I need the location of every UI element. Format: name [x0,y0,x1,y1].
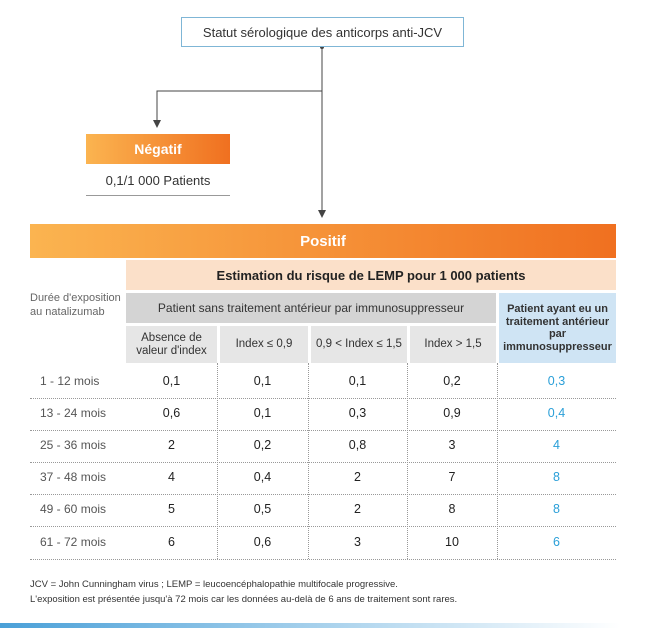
sub-header-index-mid: 0,9 < Index ≤ 1,5 [311,326,407,363]
positive-label: Positif [30,224,616,258]
table-cell: 0,5 [253,502,272,516]
negative-label: Négatif [86,134,230,164]
row-period: 1 - 12 mois [40,374,100,388]
table-cell: 0,8 [348,438,367,452]
table-cell-treated: 0,3 [547,374,566,388]
group-header-untreated: Patient sans traitement antérieur par immunosuppresseur [126,293,496,323]
table-cell: 0,6 [253,535,272,549]
sub-header-no-index: Absence de valeur d'index [126,326,217,363]
table-cell: 10 [445,535,459,549]
column-divider [217,363,218,559]
table-cell: 3 [448,438,456,452]
row-divider [30,559,616,560]
column-divider [308,363,309,559]
serology-status-box: Statut sérologique des anticorps anti-JCV [181,17,464,47]
table-cell-treated: 0,4 [547,406,566,420]
footnote-abbreviations: JCV = John Cunningham virus ; LEMP = leucoencéphalopathie multifocale progressive. [30,579,398,590]
arrow-to-negative [157,91,322,124]
row-period: 13 - 24 mois [40,406,107,420]
row-period: 37 - 48 mois [40,470,107,484]
row-period: 25 - 36 mois [40,438,107,452]
table-cell: 3 [354,535,361,549]
table-cell-treated: 6 [553,535,560,549]
column-divider [497,363,498,559]
row-period: 61 - 72 mois [40,535,107,549]
table-cell-treated: 4 [553,438,560,452]
sub-header-index-low: Index ≤ 0,9 [220,326,308,363]
table-cell: 0,2 [253,438,272,452]
footnote-exposure: L'exposition est présentée jusqu'à 72 mois car les données au-delà de 6 ans de traitement sont rares. [30,594,458,605]
table-cell: 6 [168,535,175,549]
duration-label: Durée d'exposition au natalizumab [30,292,121,318]
table-cell: 2 [168,438,175,452]
table-cell: 5 [168,502,175,516]
table-cell: 7 [448,470,456,484]
row-divider [30,398,616,399]
table-cell: 0,4 [253,470,272,484]
bottom-accent-line [0,623,620,628]
table-cell-treated: 8 [553,502,560,516]
table-cell: 0,9 [443,406,461,420]
sub-header-index-high: Index > 1,5 [410,326,496,363]
table-cell: 0,1 [162,374,181,388]
table-cell: 0,3 [348,406,367,420]
column-divider [407,363,408,559]
row-period: 49 - 60 mois [40,502,107,516]
table-cell: 8 [448,502,456,516]
row-divider [30,462,616,463]
table-cell: 0,6 [162,406,181,420]
row-divider [30,526,616,527]
table-cell: 0,2 [443,374,461,388]
table-cell: 2 [354,470,361,484]
table-cell-treated: 8 [553,470,560,484]
negative-divider [86,195,230,196]
table-cell: 4 [168,470,175,484]
row-divider [30,430,616,431]
group-header-treated: Patient ayant eu un traitement antérieur par immunosuppresseur [499,293,616,363]
table-cell: 0,1 [253,406,272,420]
table-cell: 2 [354,502,361,516]
table-cell: 0,1 [348,374,367,388]
negative-risk: 0,1/1 000 Patients [105,173,211,188]
row-divider [30,494,616,495]
table-cell: 0,1 [253,374,272,388]
table-title: Estimation du risque de LEMP pour 1 000 patients [126,260,616,290]
